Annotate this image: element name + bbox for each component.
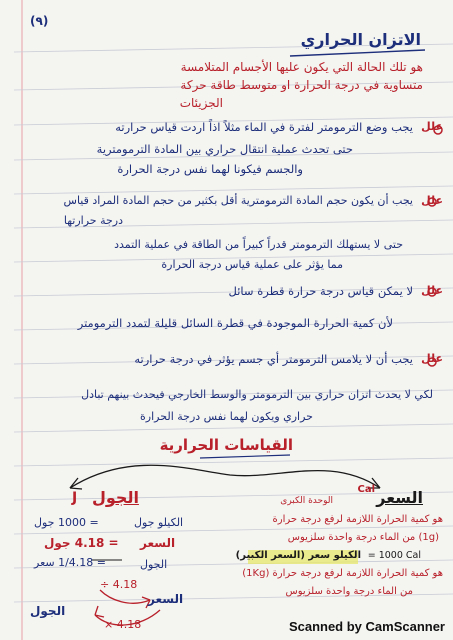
q1-line-3: والجسم فيكونا لهما نفس درجة الحرارة: [117, 162, 303, 176]
kcal-label: الكيلو سعر (السعر الكبير): [235, 550, 361, 561]
conv-kj: الكيلو جول: [134, 516, 184, 529]
conv-cal-small: السعر: [148, 592, 184, 606]
joule-symbol: J: [72, 490, 78, 506]
q3-question: لا يمكن قياس درجة حرارة قطرة سائل: [228, 284, 413, 298]
calorie-def-line-1: هو كمية الحرارة اللازمة لرفع درجة حرارة: [272, 514, 443, 525]
q4-tag: علل: [421, 352, 443, 365]
scan-watermark: Scanned by CamScanner: [288, 619, 445, 634]
conv-div: ÷ 4.18: [100, 578, 138, 591]
q4-question: يجب أن لا يلامس الترمومتر أي جسم يؤثر في درجة حرارته: [134, 352, 413, 366]
kcal-value: = 1000 Cal: [367, 550, 421, 561]
q2-line-4: مما يؤثر على عملية قياس درجة الحرارة: [161, 258, 343, 271]
section-title: القياسات الحرارية: [159, 436, 293, 454]
q2-line-3: حتى لا يستهلك الترمومتر قدراً كبيراً من الطاقة في عملية التمدد: [114, 238, 403, 251]
conv-mul: × 4.18: [104, 618, 142, 631]
q3-tag: علل: [421, 284, 443, 297]
calorie-subtitle: الوحدة الكبرى: [280, 496, 333, 506]
conv-joule-small: الجول: [30, 604, 66, 618]
q2-line-1: يجب أن يكون حجم المادة الترمومترية أقل بكثير من حجم المادة المراد قياس: [63, 194, 413, 207]
conv-joule-value: = 1/4.18 سعر: [34, 556, 107, 569]
q1-tag: علل: [421, 120, 443, 133]
calorie-symbol: Cal: [357, 484, 375, 495]
calorie-def-line-2: (1g) من الماء درجة واحدة سلزيوس: [287, 532, 439, 543]
joule-unit: الجول: [92, 488, 139, 507]
q4-answer-line-2: حراري ويكون لهما نفس درجة الحرارة: [140, 410, 313, 423]
conv-kj-value: = 1000 جول: [34, 516, 99, 529]
kcal-def-line-2: من الماء درجة واحدة سلزيوس: [285, 586, 413, 597]
kcal-def-line-1: هو كمية الحرارة اللازمة لرفع درجة حرارة (1Kg): [242, 568, 443, 579]
q2-line-2: درجة حرارتها: [63, 214, 123, 227]
conv-joule: الجول: [140, 558, 168, 571]
definition-line-3: الجزيئات: [179, 96, 223, 110]
q1-line-2: حتى تحدث عملية انتقال حراري بين المادة الترمومترية: [96, 142, 353, 156]
conv-cal: السعر: [140, 536, 176, 550]
calorie-unit: السعر: [376, 488, 423, 507]
q2-tag: علل: [421, 194, 443, 207]
q3-answer: لأن كمية الحرارة الموجودة في قطرة السائل قليلة لتمدد الترمومتر: [77, 316, 393, 330]
page-title: الاتزان الحراري: [300, 30, 421, 49]
definition-line-1: هو تلك الحالة التي يكون عليها الأجسام المتلامسة: [180, 60, 423, 74]
definition-line-2: متساوية في درجة الحرارة او متوسط طاقة حركة: [180, 78, 423, 92]
page-number: (٩): [30, 14, 49, 28]
q4-answer-line-1: لكي لا يحدث اتزان حراري بين الترمومتر والوسط الخارجي فيحدث بينهم تبادل: [81, 388, 433, 401]
conv-cal-value: = 4.18 جول: [44, 536, 119, 550]
q1-line-1: يجب وضع الترمومتر لفترة في الماء مثلاً اذاً اردت قياس حرارته: [115, 120, 413, 134]
